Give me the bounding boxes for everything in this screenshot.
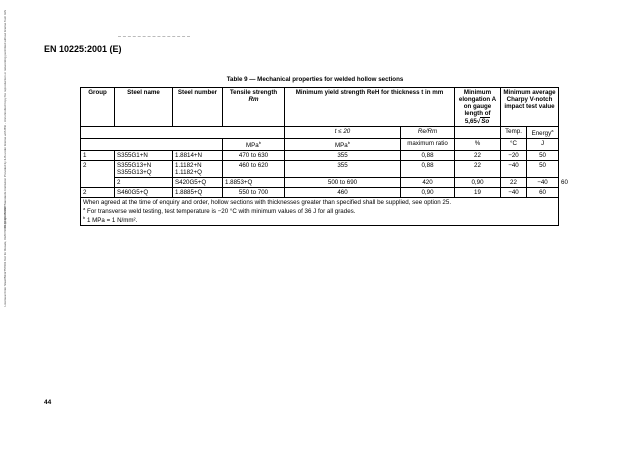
side-notes: [3, 0, 29, 451]
formula-root: So: [481, 118, 490, 125]
cell-name: S460G5+Q: [115, 188, 173, 198]
copyright-note: Copyright British Standards Institution Provided by IHS under license with BSI - Uncontrolled Copy No reproduction or networking permitted without license from IHS: [3, 10, 7, 229]
cell-number: 1.8885+Q: [173, 188, 223, 198]
units-row: [81, 139, 559, 151]
table-caption: Table 9 — Mechanical properties for welded hollow sections: [226, 76, 404, 83]
subheader-thickness: t ≤ 20: [285, 127, 401, 139]
unit-ratio: maximum ratio: [401, 139, 455, 151]
table-row: [81, 188, 559, 198]
note-b: [83, 215, 556, 224]
cell-name-1: S355G13+N: [117, 162, 152, 170]
cell-ratio: 0,88: [401, 151, 455, 161]
cell-number: 1.8853+Q: [223, 178, 285, 188]
unit-yield-mark: b: [347, 140, 350, 146]
cell-group: 2: [81, 188, 115, 198]
tensile-label: Tensile strength: [229, 89, 278, 96]
table-row: [81, 151, 559, 161]
cell-group: 2: [81, 161, 115, 188]
subheader-ratio: Re/Rm: [401, 127, 455, 139]
unit-energy: J: [527, 139, 559, 151]
cell-yield: 420: [401, 178, 455, 188]
note-a-mark: a: [83, 206, 86, 212]
cell-name: [115, 161, 173, 178]
page-number: 44: [44, 399, 52, 406]
col-yield: Minimum yield strength ReH for thickness t in mm: [285, 88, 455, 127]
col-elongation: [455, 88, 501, 127]
subheader-elong-blank: [455, 127, 501, 139]
cell-ratio: 0,90: [401, 188, 455, 198]
note-b-mark: b: [83, 215, 86, 221]
col-group: Group: [81, 88, 115, 127]
licensee-note: Licensee=Inter Steel/5932757001 Not for Resale, 03/07/2008 06:03:46 MDT: [3, 205, 7, 307]
tensile-symbol: Rm: [248, 96, 259, 103]
cell-number-2: 1.1182+Q: [175, 169, 202, 177]
subheader-temp: Temp.: [501, 127, 527, 139]
cell-ratio: 0,90: [455, 178, 501, 188]
cell-elong: 19: [455, 188, 501, 198]
table-row: [81, 161, 559, 178]
cell-energy: 50: [527, 151, 559, 161]
cell-number-1: 1.1182+N: [175, 162, 202, 170]
unit-elongation: %: [455, 139, 501, 151]
cell-group: 1: [81, 151, 115, 161]
cell-elong: 22: [501, 178, 527, 188]
cell-tensile: 460 to 620: [223, 161, 285, 178]
cell-yield: 355: [285, 151, 401, 161]
col-tensile: [223, 88, 285, 127]
header-row: [81, 88, 559, 127]
unit-yield: [285, 139, 401, 151]
table-row: 2 S420G5+Q 1.8853+Q 500 to 690 420 0,90 22 −40 60: [81, 178, 559, 188]
unit-yield-text: MPa: [335, 142, 348, 150]
notes-row: [81, 198, 559, 226]
cell-ratio: 0,88: [401, 161, 455, 178]
formula-coefficient: 5,65: [464, 118, 477, 125]
cell-yield: 355: [285, 161, 401, 178]
cell-number: [173, 161, 223, 178]
cell-tensile: 470 to 630: [223, 151, 285, 161]
subheader-blank: [81, 127, 285, 139]
table-notes: [81, 198, 559, 226]
cell-tensile: 500 to 690: [285, 178, 401, 188]
mechanical-properties-table: [80, 87, 568, 226]
energy-label: Energy: [531, 130, 552, 138]
cell-tensile: 550 to 700: [223, 188, 285, 198]
col-steel-name: Steel name: [115, 88, 173, 127]
cell-name-2: S355G13+Q: [117, 169, 152, 177]
note-a-text: For transverse weld testing, test temperature is −20 °C with minimum values of 36 J for all grades.: [86, 208, 356, 216]
cell-energy: 60: [527, 188, 559, 198]
document-title: EN 10225:2001 (E): [44, 44, 122, 54]
note-main: When agreed at the time of enquiry and order, hollow sections with thicknesses greater than specified shall be supplied, see option 25.: [83, 199, 452, 207]
cell-name: S420G5+Q: [173, 178, 223, 188]
col-impact: Minimum average Charpy V-notch impact test value: [501, 88, 559, 127]
subheader-energy: [527, 127, 559, 139]
elongation-formula: 5,65√So: [464, 118, 490, 125]
note-a: [83, 206, 556, 215]
cell-temp: −40: [527, 178, 559, 188]
cell-energy: 50: [527, 161, 559, 178]
unit-temp: °C: [501, 139, 527, 151]
unit-tensile-mark: b: [258, 140, 261, 146]
cell-name: S355G1+N: [115, 151, 173, 161]
note-b-text: 1 MPa = 1 N/mm².: [86, 217, 138, 225]
unit-tensile: [223, 139, 285, 151]
cell-temp: −20: [501, 151, 527, 161]
cell-elong: 22: [455, 161, 501, 178]
cell-yield: 460: [285, 188, 401, 198]
subheader-row: [81, 127, 559, 139]
cell-group: 2: [115, 178, 173, 188]
energy-footnote-mark: a: [551, 128, 554, 133]
elongation-label: Minimum elongation A on gauge length of: [458, 89, 497, 117]
cell-elong: 22: [455, 151, 501, 161]
cell-temp: −40: [501, 188, 527, 198]
cell-temp: −40: [501, 161, 527, 178]
header-rule: [118, 36, 190, 38]
col-steel-number: Steel number: [173, 88, 223, 127]
units-blank: [81, 139, 223, 151]
cell-number: 1.8814+N: [173, 151, 223, 161]
unit-tensile-text: MPa: [246, 142, 259, 150]
